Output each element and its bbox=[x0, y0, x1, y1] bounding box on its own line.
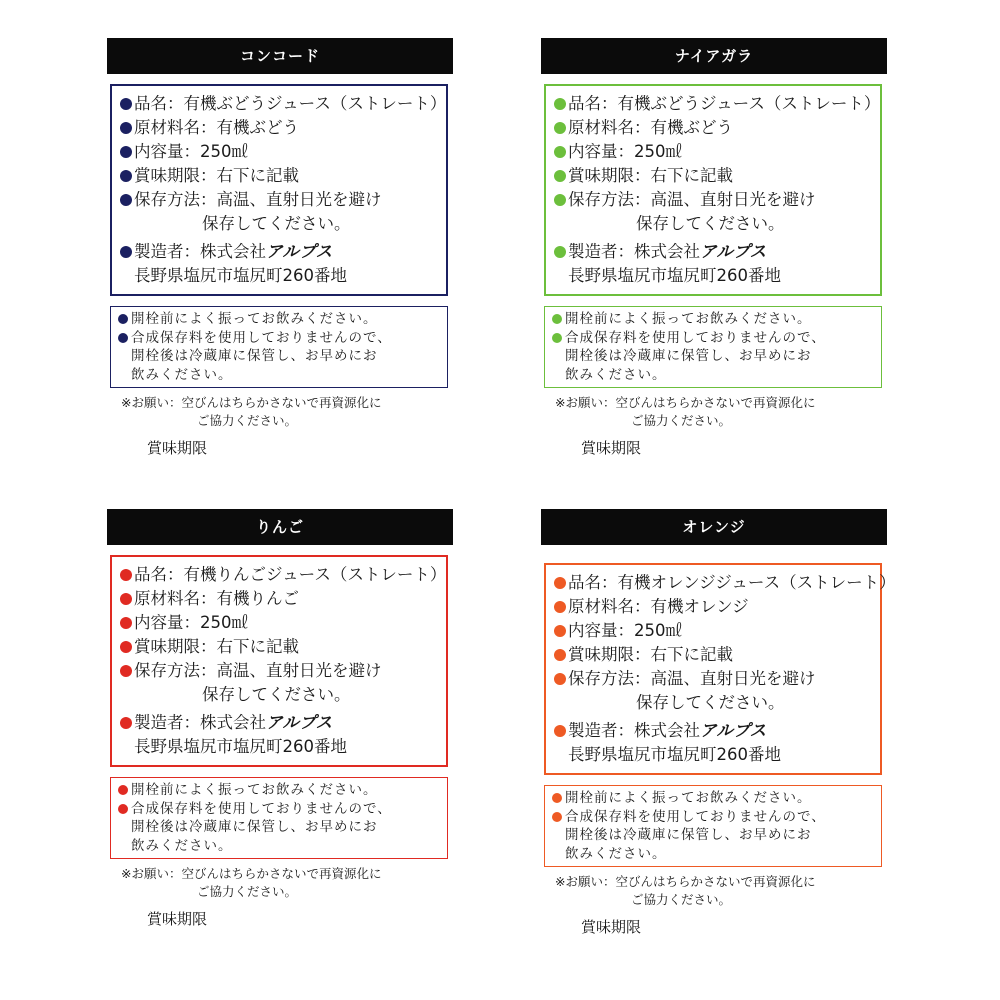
bullet-dot bbox=[120, 569, 132, 581]
ingredient-row: 原材料名：有機オレンジ bbox=[554, 595, 874, 619]
product-name-row: 品名：有機ぶどうジュース（ストレート） bbox=[554, 92, 874, 116]
caution-note-continuation: 飲みください。 bbox=[131, 837, 233, 854]
storage-continuation: 保存してください。 bbox=[636, 214, 785, 233]
bullet-dot bbox=[120, 146, 132, 158]
storage-row: 保存方法：高温、直射日光を避け bbox=[554, 188, 874, 212]
expiry-label: 賞味期限 bbox=[581, 439, 642, 457]
bullet-dot bbox=[554, 246, 566, 258]
storage-continuation: 保存してください。 bbox=[636, 693, 785, 712]
best-before-row: 賞味期限：右下に記載 bbox=[554, 164, 874, 188]
caution-note: 開栓前によく振ってお飲みください。 bbox=[118, 781, 441, 800]
caution-note: 開栓前によく振ってお飲みください。 bbox=[118, 310, 441, 329]
storage-continuation: 保存してください。 bbox=[202, 685, 351, 704]
product-info-box bbox=[544, 563, 896, 775]
product-name-row: 品名：有機りんごジュース（ストレート） bbox=[120, 563, 440, 587]
bullet-dot bbox=[120, 170, 132, 182]
ingredient-row: 原材料名：有機りんご bbox=[120, 587, 440, 611]
bullet-dot bbox=[554, 122, 566, 134]
caution-note: 開栓前によく振ってお飲みください。 bbox=[552, 310, 875, 329]
ingredient-row: 原材料名：有機ぶどう bbox=[120, 116, 440, 140]
caution-note: 開栓前によく振ってお飲みください。 bbox=[552, 789, 875, 808]
bullet-dot bbox=[554, 98, 566, 110]
maker-address: 長野県塩尻市塩尻町260番地 bbox=[568, 745, 781, 764]
caution-box bbox=[544, 785, 882, 867]
maker-prefix: 製造者：株式会社 bbox=[568, 242, 700, 261]
product-name-row: 品名：有機ぶどうジュース（ストレート） bbox=[120, 92, 440, 116]
best-before-row: 賞味期限：右下に記載 bbox=[554, 643, 874, 667]
bullet-dot bbox=[120, 665, 132, 677]
panel-title: オレンジ bbox=[541, 509, 887, 545]
panel-title: コンコード bbox=[107, 38, 453, 74]
bullet-dot bbox=[120, 246, 132, 258]
recycle-request: ※お願い：空びんはちらかさないで再資源化に ご協力ください。 bbox=[121, 866, 382, 899]
maker-prefix: 製造者：株式会社 bbox=[134, 713, 266, 732]
panel-title: ナイアガラ bbox=[541, 38, 887, 74]
storage-row: 保存方法：高温、直射日光を避け bbox=[554, 667, 874, 691]
bullet-dot bbox=[118, 804, 128, 814]
storage-row: 保存方法：高温、直射日光を避け bbox=[120, 188, 440, 212]
storage-row: 保存方法：高温、直射日光を避け bbox=[120, 659, 440, 683]
maker-prefix: 製造者：株式会社 bbox=[568, 721, 700, 740]
volume-row: 内容量：250㎖ bbox=[554, 619, 874, 643]
panel-apple bbox=[107, 509, 453, 929]
bullet-dot bbox=[118, 333, 128, 343]
caution-box bbox=[110, 306, 448, 388]
bullet-dot bbox=[118, 314, 128, 324]
bullet-dot bbox=[554, 577, 566, 589]
maker-address: 長野県塩尻市塩尻町260番地 bbox=[134, 737, 347, 756]
caution-box bbox=[110, 777, 448, 859]
expiry-label: 賞味期限 bbox=[147, 439, 208, 457]
bullet-dot bbox=[118, 785, 128, 795]
bullet-dot bbox=[120, 641, 132, 653]
volume-row: 内容量：250㎖ bbox=[554, 140, 874, 164]
storage-continuation: 保存してください。 bbox=[202, 214, 351, 233]
bullet-dot bbox=[554, 649, 566, 661]
bullet-dot bbox=[552, 333, 562, 343]
recycle-request: ※お願い：空びんはちらかさないで再資源化に ご協力ください。 bbox=[121, 395, 382, 428]
maker-address: 長野県塩尻市塩尻町260番地 bbox=[568, 266, 781, 285]
bullet-dot bbox=[552, 314, 562, 324]
bullet-dot bbox=[120, 717, 132, 729]
volume-row: 内容量：250㎖ bbox=[120, 611, 440, 635]
best-before-row: 賞味期限：右下に記載 bbox=[120, 164, 440, 188]
recycle-request: ※お願い：空びんはちらかさないで再資源化に ご協力ください。 bbox=[555, 395, 816, 428]
product-info-box bbox=[544, 84, 882, 296]
recycle-request: ※お願い：空びんはちらかさないで再資源化に ご協力ください。 bbox=[555, 874, 816, 907]
caution-note-continuation: 飲みください。 bbox=[565, 845, 667, 862]
maker-row bbox=[120, 711, 440, 735]
bullet-dot bbox=[552, 793, 562, 803]
bullet-dot bbox=[120, 593, 132, 605]
maker-row bbox=[554, 240, 874, 264]
brand-logo: アルプス bbox=[700, 721, 767, 740]
ingredient-row: 原材料名：有機ぶどう bbox=[554, 116, 874, 140]
caution-note: 合成保存料を使用しておりませんので、 bbox=[552, 329, 875, 348]
bullet-dot bbox=[554, 601, 566, 613]
caution-note: 合成保存料を使用しておりませんので、 bbox=[118, 800, 441, 819]
bullet-dot bbox=[554, 725, 566, 737]
bullet-dot bbox=[120, 122, 132, 134]
maker-address: 長野県塩尻市塩尻町260番地 bbox=[134, 266, 347, 285]
brand-logo: アルプス bbox=[700, 242, 767, 261]
bullet-dot bbox=[120, 98, 132, 110]
expiry-label: 賞味期限 bbox=[147, 910, 208, 928]
caution-note-continuation: 開栓後は冷蔵庫に保管し、お早めにお bbox=[565, 348, 812, 364]
brand-logo: アルプス bbox=[266, 713, 333, 732]
caution-note-continuation: 開栓後は冷蔵庫に保管し、お早めにお bbox=[565, 827, 812, 843]
caution-note-continuation: 開栓後は冷蔵庫に保管し、お早めにお bbox=[131, 819, 378, 835]
product-name-row: 品名：有機オレンジジュース（ストレート） bbox=[554, 571, 874, 595]
panel-concord bbox=[107, 38, 453, 458]
maker-prefix: 製造者：株式会社 bbox=[134, 242, 266, 261]
panel-title: りんご bbox=[107, 509, 453, 545]
bullet-dot bbox=[554, 170, 566, 182]
maker-row bbox=[120, 240, 440, 264]
best-before-row: 賞味期限：右下に記載 bbox=[120, 635, 440, 659]
expiry-label: 賞味期限 bbox=[581, 918, 642, 936]
panel-orange bbox=[541, 509, 896, 937]
brand-logo: アルプス bbox=[266, 242, 333, 261]
bullet-dot bbox=[554, 194, 566, 206]
bullet-dot bbox=[554, 673, 566, 685]
caution-note-continuation: 飲みください。 bbox=[565, 366, 667, 383]
caution-note-continuation: 飲みください。 bbox=[131, 366, 233, 383]
caution-note: 合成保存料を使用しておりませんので、 bbox=[552, 808, 875, 827]
bullet-dot bbox=[120, 617, 132, 629]
caution-note-continuation: 開栓後は冷蔵庫に保管し、お早めにお bbox=[131, 348, 378, 364]
caution-box bbox=[544, 306, 882, 388]
maker-row bbox=[554, 719, 874, 743]
bullet-dot bbox=[554, 625, 566, 637]
product-info-box bbox=[110, 84, 448, 296]
product-info-box bbox=[110, 555, 448, 767]
bullet-dot bbox=[120, 194, 132, 206]
bullet-dot bbox=[554, 146, 566, 158]
panel-niagara bbox=[541, 38, 887, 458]
volume-row: 内容量：250㎖ bbox=[120, 140, 440, 164]
bullet-dot bbox=[552, 812, 562, 822]
caution-note: 合成保存料を使用しておりませんので、 bbox=[118, 329, 441, 348]
